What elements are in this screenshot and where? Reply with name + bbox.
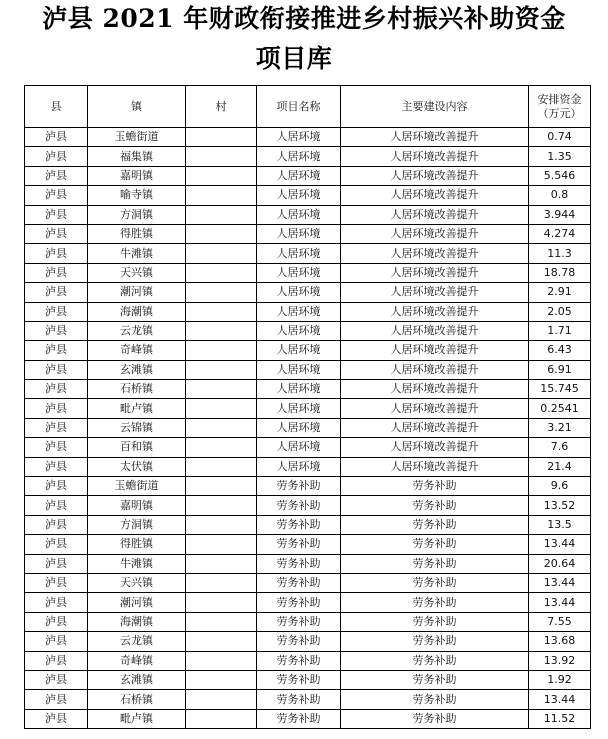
table-row (25, 418, 591, 437)
table-row (25, 244, 591, 263)
cell-amount: 1.35 (529, 147, 591, 166)
column-header-content: 主要建设内容 (341, 86, 529, 128)
cell-village (186, 302, 257, 321)
cell-town: 石桥镇 (88, 380, 186, 399)
cell-village (186, 477, 257, 496)
cell-village (186, 224, 257, 243)
cell-amount: 18.78 (529, 263, 591, 282)
cell-village (186, 399, 257, 418)
table-row (25, 535, 591, 554)
cell-project-name: 劳务补助 (257, 554, 341, 573)
cell-project-name: 劳务补助 (257, 477, 341, 496)
cell-town: 嘉明镇 (88, 166, 186, 185)
cell-county: 泸县 (25, 380, 88, 399)
cell-project-name: 人居环境 (257, 224, 341, 243)
cell-content: 劳务补助 (341, 496, 529, 515)
table-row (25, 496, 591, 515)
cell-town: 玉蟾街道 (88, 128, 186, 147)
cell-town: 毗卢镇 (88, 709, 186, 728)
cell-village (186, 496, 257, 515)
cell-village (186, 360, 257, 379)
cell-amount: 13.5 (529, 515, 591, 534)
cell-county: 泸县 (25, 205, 88, 224)
cell-amount: 7.55 (529, 612, 591, 631)
cell-content: 人居环境改善提升 (341, 205, 529, 224)
table-row (25, 632, 591, 651)
cell-project-name: 劳务补助 (257, 690, 341, 709)
cell-project-name: 劳务补助 (257, 535, 341, 554)
cell-content: 劳务补助 (341, 573, 529, 592)
cell-project-name: 人居环境 (257, 302, 341, 321)
table-row (25, 477, 591, 496)
cell-county: 泸县 (25, 477, 88, 496)
cell-content: 人居环境改善提升 (341, 244, 529, 263)
cell-village (186, 457, 257, 476)
cell-content: 劳务补助 (341, 690, 529, 709)
cell-village (186, 670, 257, 689)
cell-content: 劳务补助 (341, 632, 529, 651)
table-row (25, 670, 591, 689)
cell-content: 人居环境改善提升 (341, 147, 529, 166)
document-title: 泸县 2021 年财政衔接推进乡村振兴补助资金 (42, 4, 566, 33)
table-row (25, 515, 591, 534)
cell-village (186, 554, 257, 573)
cell-town: 毗卢镇 (88, 399, 186, 418)
cell-project-name: 劳务补助 (257, 573, 341, 592)
cell-amount: 11.3 (529, 244, 591, 263)
project-table (24, 85, 591, 729)
table-row (25, 709, 591, 728)
column-header-county: 县 (25, 86, 88, 128)
cell-content: 劳务补助 (341, 515, 529, 534)
cell-village (186, 593, 257, 612)
cell-town: 福集镇 (88, 147, 186, 166)
cell-amount: 13.44 (529, 535, 591, 554)
cell-content: 人居环境改善提升 (341, 341, 529, 360)
table-row (25, 128, 591, 147)
cell-project-name: 劳务补助 (257, 632, 341, 651)
cell-content: 人居环境改善提升 (341, 186, 529, 205)
cell-amount: 13.44 (529, 573, 591, 592)
cell-content: 人居环境改善提升 (341, 418, 529, 437)
table-row (25, 147, 591, 166)
table-row (25, 321, 591, 340)
table-row (25, 438, 591, 457)
cell-project-name: 人居环境 (257, 147, 341, 166)
cell-county: 泸县 (25, 690, 88, 709)
cell-county: 泸县 (25, 632, 88, 651)
table-row (25, 224, 591, 243)
cell-county: 泸县 (25, 341, 88, 360)
cell-town: 云龙镇 (88, 321, 186, 340)
table-body (25, 128, 591, 729)
cell-project-name: 人居环境 (257, 283, 341, 302)
cell-county: 泸县 (25, 128, 88, 147)
cell-town: 百和镇 (88, 438, 186, 457)
cell-town: 潮河镇 (88, 283, 186, 302)
cell-county: 泸县 (25, 515, 88, 534)
cell-county: 泸县 (25, 573, 88, 592)
cell-amount: 6.91 (529, 360, 591, 379)
cell-content: 人居环境改善提升 (341, 128, 529, 147)
cell-content: 人居环境改善提升 (341, 224, 529, 243)
cell-amount: 20.64 (529, 554, 591, 573)
column-header-town: 镇 (88, 86, 186, 128)
cell-village (186, 709, 257, 728)
cell-content: 劳务补助 (341, 670, 529, 689)
cell-town: 方洞镇 (88, 205, 186, 224)
cell-village (186, 263, 257, 282)
cell-village (186, 515, 257, 534)
cell-content: 劳务补助 (341, 535, 529, 554)
cell-county: 泸县 (25, 283, 88, 302)
column-header-amount-line1: 安排资金 (537, 92, 582, 106)
cell-town: 天兴镇 (88, 263, 186, 282)
cell-amount: 6.43 (529, 341, 591, 360)
cell-project-name: 劳务补助 (257, 612, 341, 631)
cell-county: 泸县 (25, 593, 88, 612)
cell-village (186, 573, 257, 592)
cell-content: 劳务补助 (341, 593, 529, 612)
cell-town: 海潮镇 (88, 302, 186, 321)
column-header-village: 村 (186, 86, 257, 128)
document-subtitle: 项目库 (255, 44, 333, 73)
cell-content: 人居环境改善提升 (341, 380, 529, 399)
cell-county: 泸县 (25, 438, 88, 457)
cell-town: 海潮镇 (88, 612, 186, 631)
cell-county: 泸县 (25, 535, 88, 554)
cell-town: 喻寺镇 (88, 186, 186, 205)
cell-town: 牛滩镇 (88, 554, 186, 573)
cell-village (186, 244, 257, 263)
cell-village (186, 128, 257, 147)
cell-village (186, 651, 257, 670)
cell-town: 潮河镇 (88, 593, 186, 612)
cell-amount: 13.44 (529, 690, 591, 709)
cell-project-name: 人居环境 (257, 360, 341, 379)
cell-project-name: 人居环境 (257, 399, 341, 418)
cell-village (186, 535, 257, 554)
cell-project-name: 劳务补助 (257, 709, 341, 728)
cell-amount: 13.92 (529, 651, 591, 670)
table-row (25, 186, 591, 205)
table-row (25, 457, 591, 476)
cell-county: 泸县 (25, 147, 88, 166)
cell-project-name: 人居环境 (257, 205, 341, 224)
cell-village (186, 418, 257, 437)
cell-content: 劳务补助 (341, 709, 529, 728)
cell-content: 人居环境改善提升 (341, 438, 529, 457)
cell-project-name: 劳务补助 (257, 496, 341, 515)
cell-county: 泸县 (25, 244, 88, 263)
cell-village (186, 632, 257, 651)
cell-content: 人居环境改善提升 (341, 283, 529, 302)
cell-county: 泸县 (25, 457, 88, 476)
cell-county: 泸县 (25, 263, 88, 282)
table-row (25, 554, 591, 573)
cell-town: 嘉明镇 (88, 496, 186, 515)
cell-content: 人居环境改善提升 (341, 302, 529, 321)
cell-town: 得胜镇 (88, 224, 186, 243)
table-header-row (25, 86, 591, 128)
cell-county: 泸县 (25, 186, 88, 205)
cell-content: 人居环境改善提升 (341, 457, 529, 476)
table-row (25, 651, 591, 670)
cell-village (186, 612, 257, 631)
column-header-amount-line2: （万元） (537, 106, 582, 120)
cell-amount: 1.92 (529, 670, 591, 689)
cell-project-name: 人居环境 (257, 457, 341, 476)
table-row (25, 573, 591, 592)
cell-amount: 0.2541 (529, 399, 591, 418)
table-row (25, 360, 591, 379)
cell-county: 泸县 (25, 321, 88, 340)
cell-town: 牛滩镇 (88, 244, 186, 263)
cell-county: 泸县 (25, 302, 88, 321)
cell-town: 得胜镇 (88, 535, 186, 554)
cell-town: 玄滩镇 (88, 670, 186, 689)
cell-project-name: 人居环境 (257, 341, 341, 360)
cell-project-name: 劳务补助 (257, 651, 341, 670)
cell-amount: 9.6 (529, 477, 591, 496)
cell-amount: 2.05 (529, 302, 591, 321)
cell-village (186, 690, 257, 709)
cell-town: 石桥镇 (88, 690, 186, 709)
table-row (25, 612, 591, 631)
cell-project-name: 人居环境 (257, 380, 341, 399)
cell-content: 劳务补助 (341, 651, 529, 670)
cell-county: 泸县 (25, 612, 88, 631)
cell-county: 泸县 (25, 360, 88, 379)
cell-amount: 1.71 (529, 321, 591, 340)
cell-content: 人居环境改善提升 (341, 321, 529, 340)
table-row (25, 690, 591, 709)
cell-village (186, 147, 257, 166)
cell-project-name: 人居环境 (257, 438, 341, 457)
cell-county: 泸县 (25, 709, 88, 728)
cell-amount: 5.546 (529, 166, 591, 185)
cell-project-name: 人居环境 (257, 166, 341, 185)
cell-town: 玄滩镇 (88, 360, 186, 379)
table-row (25, 341, 591, 360)
cell-town: 玉蟾街道 (88, 477, 186, 496)
table-row (25, 380, 591, 399)
cell-town: 方洞镇 (88, 515, 186, 534)
cell-amount: 13.52 (529, 496, 591, 515)
table-row (25, 166, 591, 185)
cell-content: 人居环境改善提升 (341, 399, 529, 418)
cell-amount: 13.44 (529, 593, 591, 612)
cell-content: 劳务补助 (341, 612, 529, 631)
cell-project-name: 人居环境 (257, 263, 341, 282)
table-row (25, 302, 591, 321)
cell-content: 人居环境改善提升 (341, 166, 529, 185)
cell-village (186, 205, 257, 224)
cell-amount: 4.274 (529, 224, 591, 243)
cell-county: 泸县 (25, 496, 88, 515)
cell-amount: 0.74 (529, 128, 591, 147)
cell-amount: 13.68 (529, 632, 591, 651)
cell-county: 泸县 (25, 651, 88, 670)
cell-amount: 11.52 (529, 709, 591, 728)
cell-project-name: 人居环境 (257, 244, 341, 263)
cell-amount: 21.4 (529, 457, 591, 476)
cell-county: 泸县 (25, 554, 88, 573)
cell-village (186, 321, 257, 340)
cell-content: 人居环境改善提升 (341, 263, 529, 282)
cell-project-name: 人居环境 (257, 418, 341, 437)
cell-county: 泸县 (25, 418, 88, 437)
cell-project-name: 人居环境 (257, 128, 341, 147)
cell-town: 太伏镇 (88, 457, 186, 476)
cell-amount: 3.21 (529, 418, 591, 437)
table-row (25, 205, 591, 224)
cell-project-name: 劳务补助 (257, 670, 341, 689)
cell-project-name: 劳务补助 (257, 593, 341, 612)
cell-village (186, 380, 257, 399)
table-row (25, 283, 591, 302)
cell-town: 云锦镇 (88, 418, 186, 437)
cell-village (186, 283, 257, 302)
cell-content: 劳务补助 (341, 554, 529, 573)
cell-county: 泸县 (25, 670, 88, 689)
cell-amount: 2.91 (529, 283, 591, 302)
cell-amount: 3.944 (529, 205, 591, 224)
cell-town: 奇峰镇 (88, 341, 186, 360)
table-row (25, 263, 591, 282)
cell-village (186, 186, 257, 205)
cell-town: 奇峰镇 (88, 651, 186, 670)
cell-amount: 0.8 (529, 186, 591, 205)
table-row (25, 593, 591, 612)
cell-county: 泸县 (25, 166, 88, 185)
cell-village (186, 438, 257, 457)
cell-project-name: 劳务补助 (257, 515, 341, 534)
cell-county: 泸县 (25, 224, 88, 243)
cell-amount: 7.6 (529, 438, 591, 457)
cell-village (186, 341, 257, 360)
cell-amount: 15.745 (529, 380, 591, 399)
cell-village (186, 166, 257, 185)
cell-town: 云龙镇 (88, 632, 186, 651)
cell-town: 天兴镇 (88, 573, 186, 592)
cell-project-name: 人居环境 (257, 186, 341, 205)
cell-content: 人居环境改善提升 (341, 360, 529, 379)
column-header-project-name: 项目名称 (257, 86, 341, 128)
cell-project-name: 人居环境 (257, 321, 341, 340)
table-row (25, 399, 591, 418)
cell-county: 泸县 (25, 399, 88, 418)
column-header-amount (529, 86, 591, 128)
cell-content: 劳务补助 (341, 477, 529, 496)
